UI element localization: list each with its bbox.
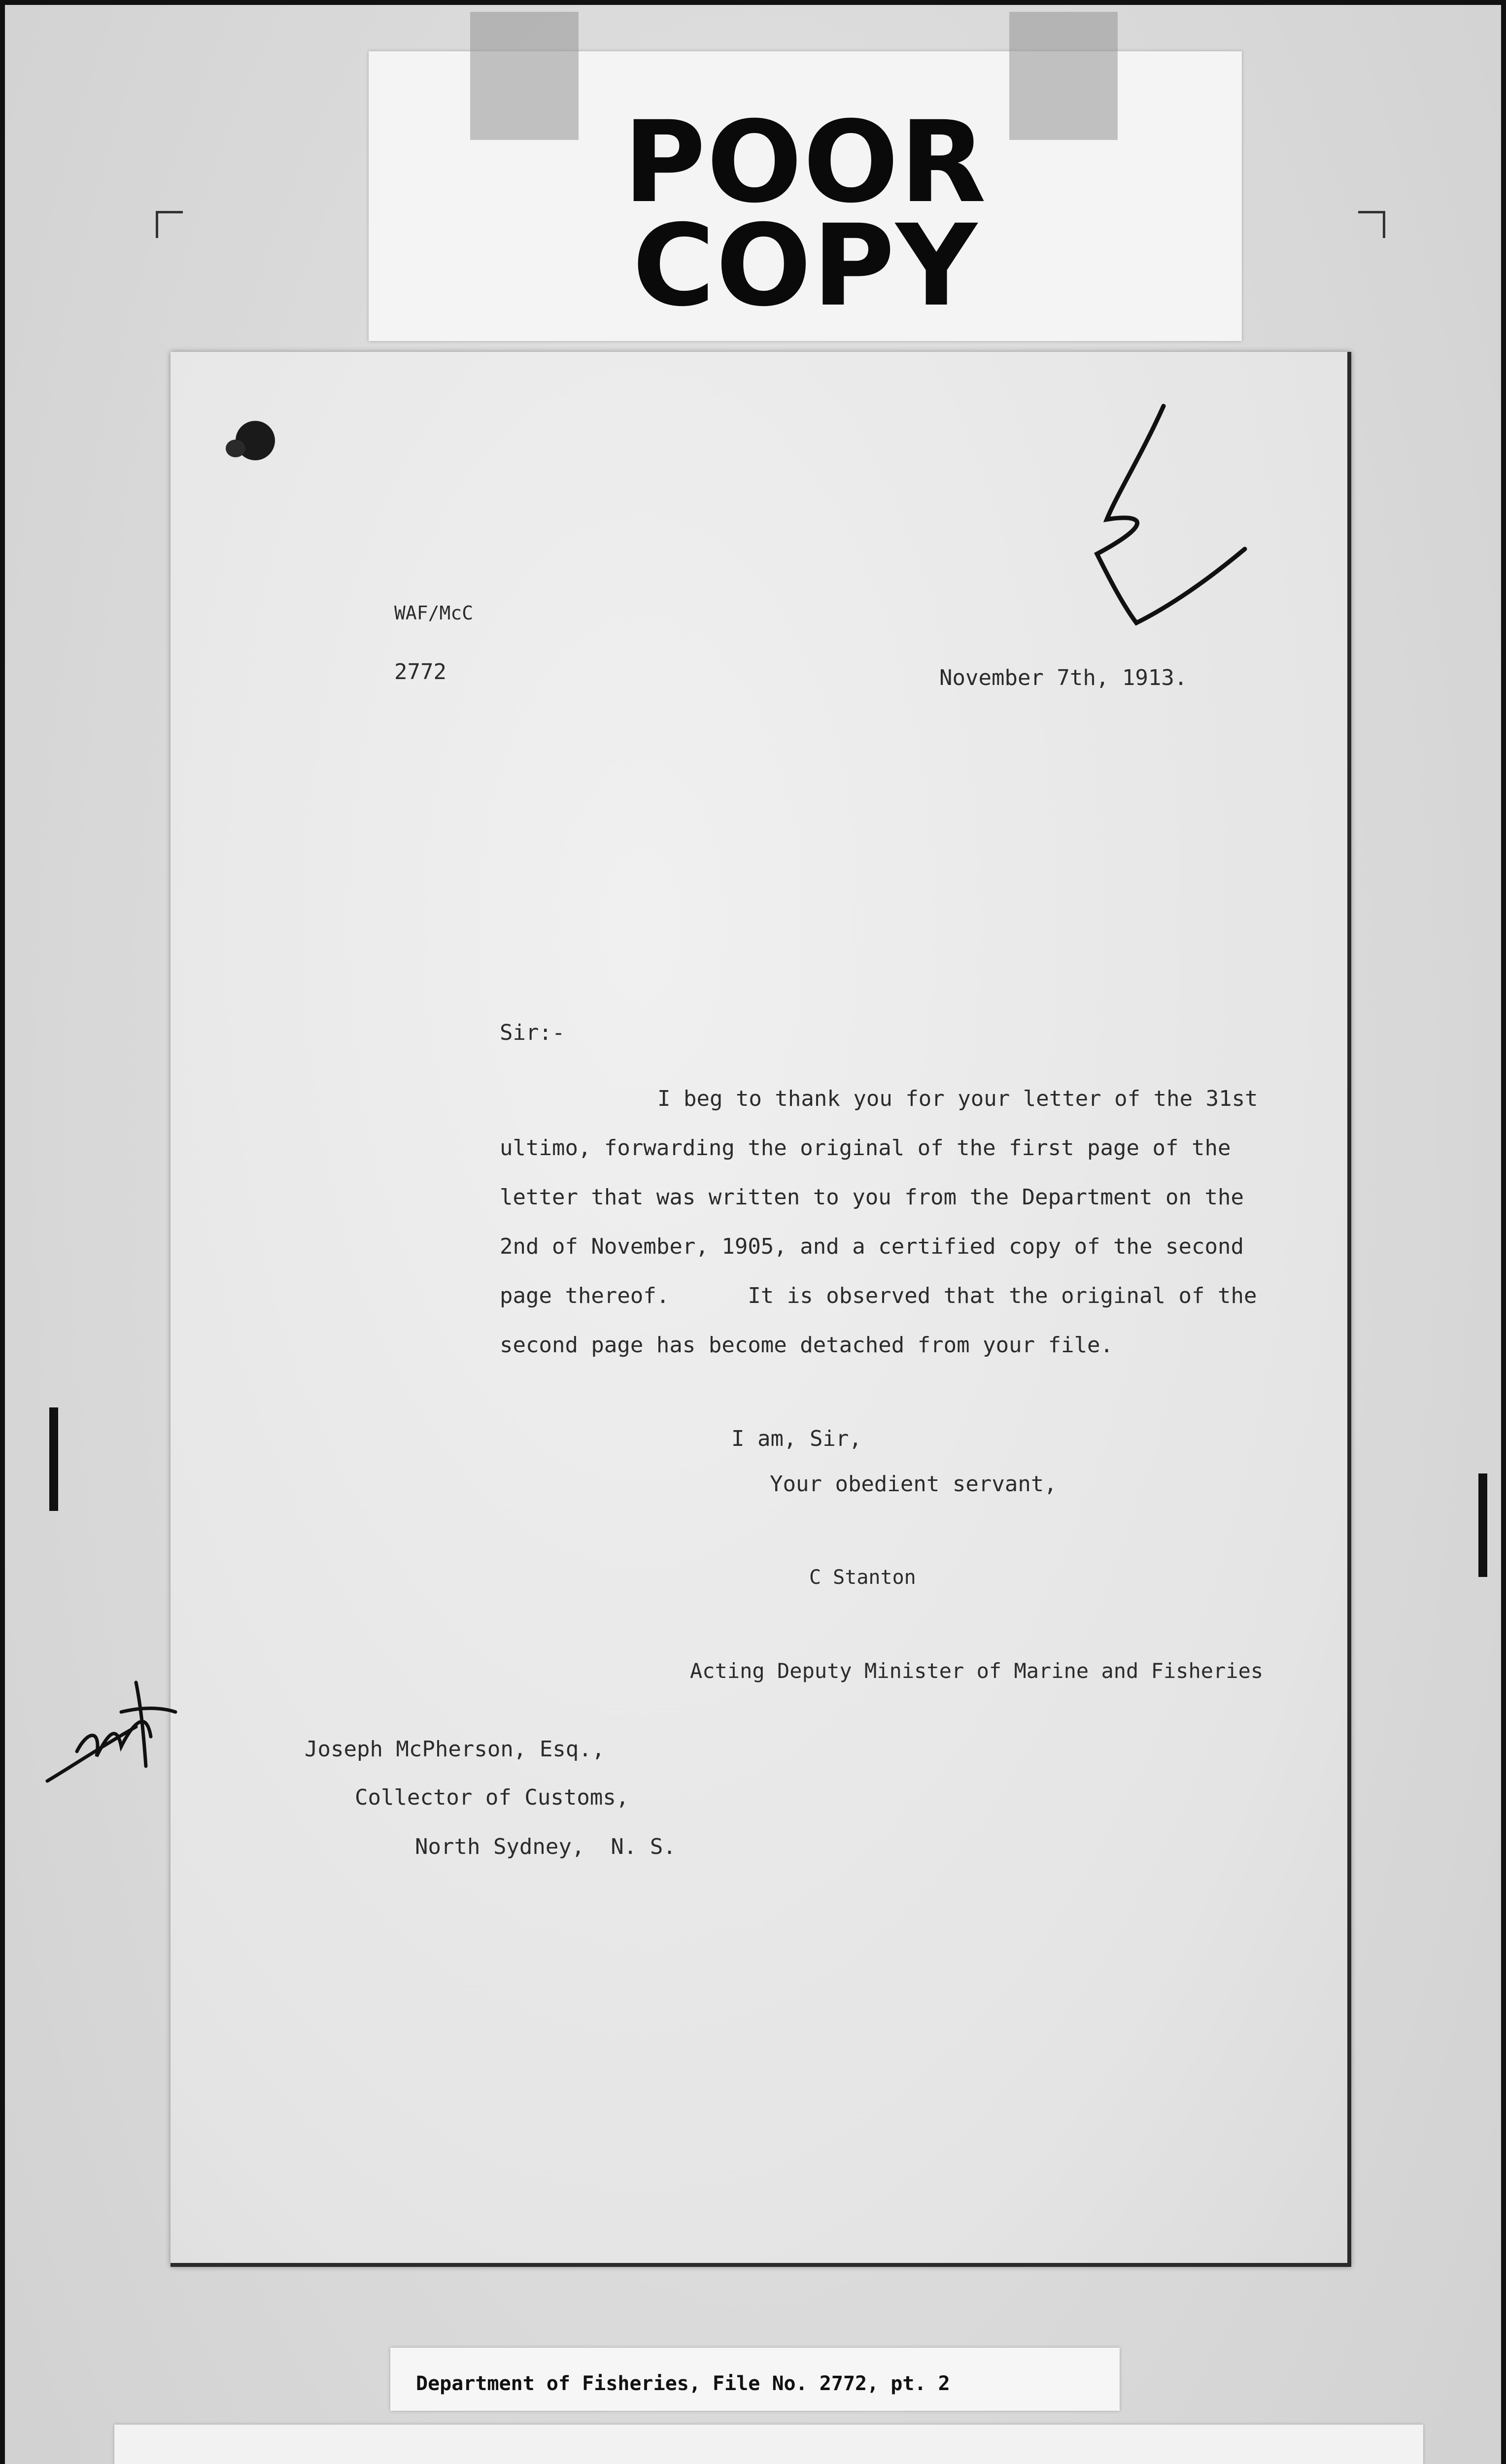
handwritten-initials-left: [42, 1653, 200, 1801]
signatory-title: Acting Deputy Minister of Marine and Fisheries: [690, 1659, 1264, 1683]
letter-page: [171, 352, 1351, 2267]
file-label-text: Department of Fisheries, File No. 2772, pt. 2: [416, 2372, 950, 2395]
closing-line: Your obedient servant,: [770, 1472, 1057, 1497]
body-line: I beg to thank you for your letter of the 31st: [657, 1086, 1258, 1111]
closing-line: I am, Sir,: [731, 1426, 862, 1451]
handwritten-mark-top-right: [1077, 396, 1255, 633]
poor-copy-line-1: POOR: [623, 97, 988, 228]
body-line: letter that was written to you from the Department on the: [500, 1185, 1244, 1210]
addressee-title: Collector of Customs,: [355, 1785, 629, 1810]
signatory-name: C Stanton: [809, 1566, 916, 1589]
letter-date: November 7th, 1913.: [939, 665, 1188, 690]
salutation: Sir:-: [500, 1020, 565, 1045]
body-line: page thereof. It is observed that the original of the: [500, 1283, 1257, 1308]
ink-blot: [226, 440, 245, 457]
corner-mark-right: [1358, 211, 1385, 238]
body-line: ultimo, forwarding the original of the first page of the: [500, 1135, 1231, 1161]
archives-card: [114, 2425, 1423, 2464]
file-number: 2772: [394, 659, 446, 684]
edge-bar-left: [49, 1407, 58, 1511]
poor-copy-line-2: COPY: [632, 200, 978, 331]
edge-bar-right: [1478, 1473, 1487, 1577]
poor-copy-stamp: [369, 51, 1242, 341]
file-reference: WAF/McC: [394, 602, 474, 624]
body-line: second page has become detached from your file.: [500, 1333, 1114, 1358]
addressee-place: North Sydney, N. S.: [415, 1834, 676, 1859]
addressee-name: Joseph McPherson, Esq.,: [305, 1737, 605, 1762]
file-label: [390, 2348, 1120, 2411]
body-line: 2nd of November, 1905, and a certified copy of the second: [500, 1234, 1244, 1259]
corner-mark-left: [156, 211, 183, 238]
